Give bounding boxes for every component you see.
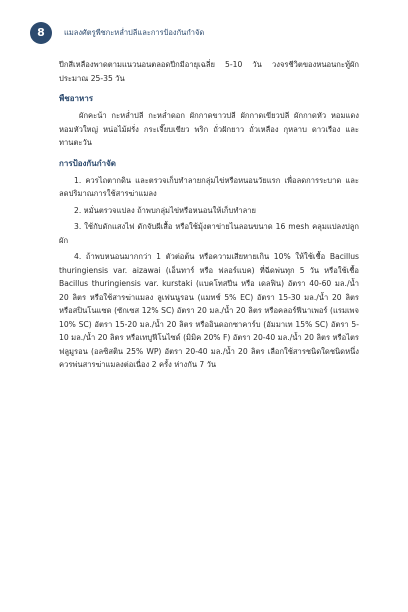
food-plants-heading: พืชอาหาร xyxy=(59,94,94,103)
control-heading: การป้องกันกำจัด xyxy=(59,158,116,168)
intro-paragraph: ปีกสีเหลืองพาดตามแนวนอนตลอดปีกมีอายุเฉลี่ย 5-10 วัน วงจรชีวิตของหนอนกะทู้ผักประมาณ 25-35 วัน xyxy=(59,60,359,83)
spacer xyxy=(59,150,359,154)
page-content xyxy=(59,58,359,372)
spacer xyxy=(59,85,359,89)
food-plants-paragraph: ผักคะน้า กะหล่ำปลี กะหล่ำดอก ผักกาดขาวปลี ผักกาดเขียวปลี ผักกาดหัว หอมแดง หอมหัวใหญ่ หน่อไม้ฝรั่ง กระเจี๊ยบเขียว พริก ถั่วฝักยาว ถั่วเหลือง กุหลาบ ดาวเรือง และทานตะวัน xyxy=(59,111,359,147)
control-item-2: 2. หมั่นตรวจแปลง ถ้าพบกลุ่มไข่หรือหนอนให้เก็บทำลาย xyxy=(74,205,256,215)
control-item-3: 3. ใช้กับดักแสงไฟ ดักจับผีเสื้อ หรือใช้มุ้งตาข่ายไนลอนขนาด 16 mesh คลุมแปลงปลูกผัก xyxy=(59,222,359,245)
control-item-4: 4. ถ้าพบหนอนมากกว่า 1 ตัวต่อต้น หรือความเสียหายเกิน 10% ให้ใช้เชื้อ Bacillus thuringiensis var. aizawai (เอ็นทาร์ หรือ ฟลอร์แบค) ที่ฉีดพ่นทุก 5 วัน หรือใช้เชื้อ Bacillus thuringiensis var. kurstaki (แบคโทสปีน หรือ เดลฟิน) อัตรา 40-60 มล./น้ำ 20 ลิตร หรือใช้สารฆ่าแมลง ลูเฟนนูรอน (แมทช์ 5% EC) อัตรา 15-30 มล./น้ำ 20 ลิตร หรือสปินโนแซด (ซักเซส 12% SC) อัตรา 20 มล./น้ำ 20 ลิตร หรือคลอร์ฟีนาเพอร์ (แรมเพจ 10% SC) อัตรา 15-20 มล./น้ำ 20 ลิตร หรืออินดอกซาคาร์บ (อัมมาเท 15% SC) อัตรา 5-10 มล./น้ำ 20 ลิตร หรือเทบูฟีโนไซด์ (มิมิค 20% F) อัตรา 20-40 มล./น้ำ 20 ลิตร หรือไตรฟลูมูรอน (อลซิสติน 25% WP) อัตรา 20-40 มล./น้ำ 20 ลิตร เลือกใช้สารชนิดใดชนิดหนึ่ง ควรพ่นสารฆ่าแมลงต่อเนื่อง 2 ครั้ง ห่างกัน 7 วัน xyxy=(59,252,359,369)
page-header xyxy=(30,22,370,42)
running-title: แมลงศัตรูพืชกะหล่ำปลีและการป้องกันกำจัด xyxy=(64,28,205,37)
page-number-badge: 8 xyxy=(30,22,52,44)
control-item-1: 1. ควรไถตากดิน และตรวจเก็บทำลายกลุ่มไข่หรือหนอนวัยแรก เพื่อลดการระบาด และลดปริมาณการใช้สารฆ่าแมลง xyxy=(59,175,359,198)
